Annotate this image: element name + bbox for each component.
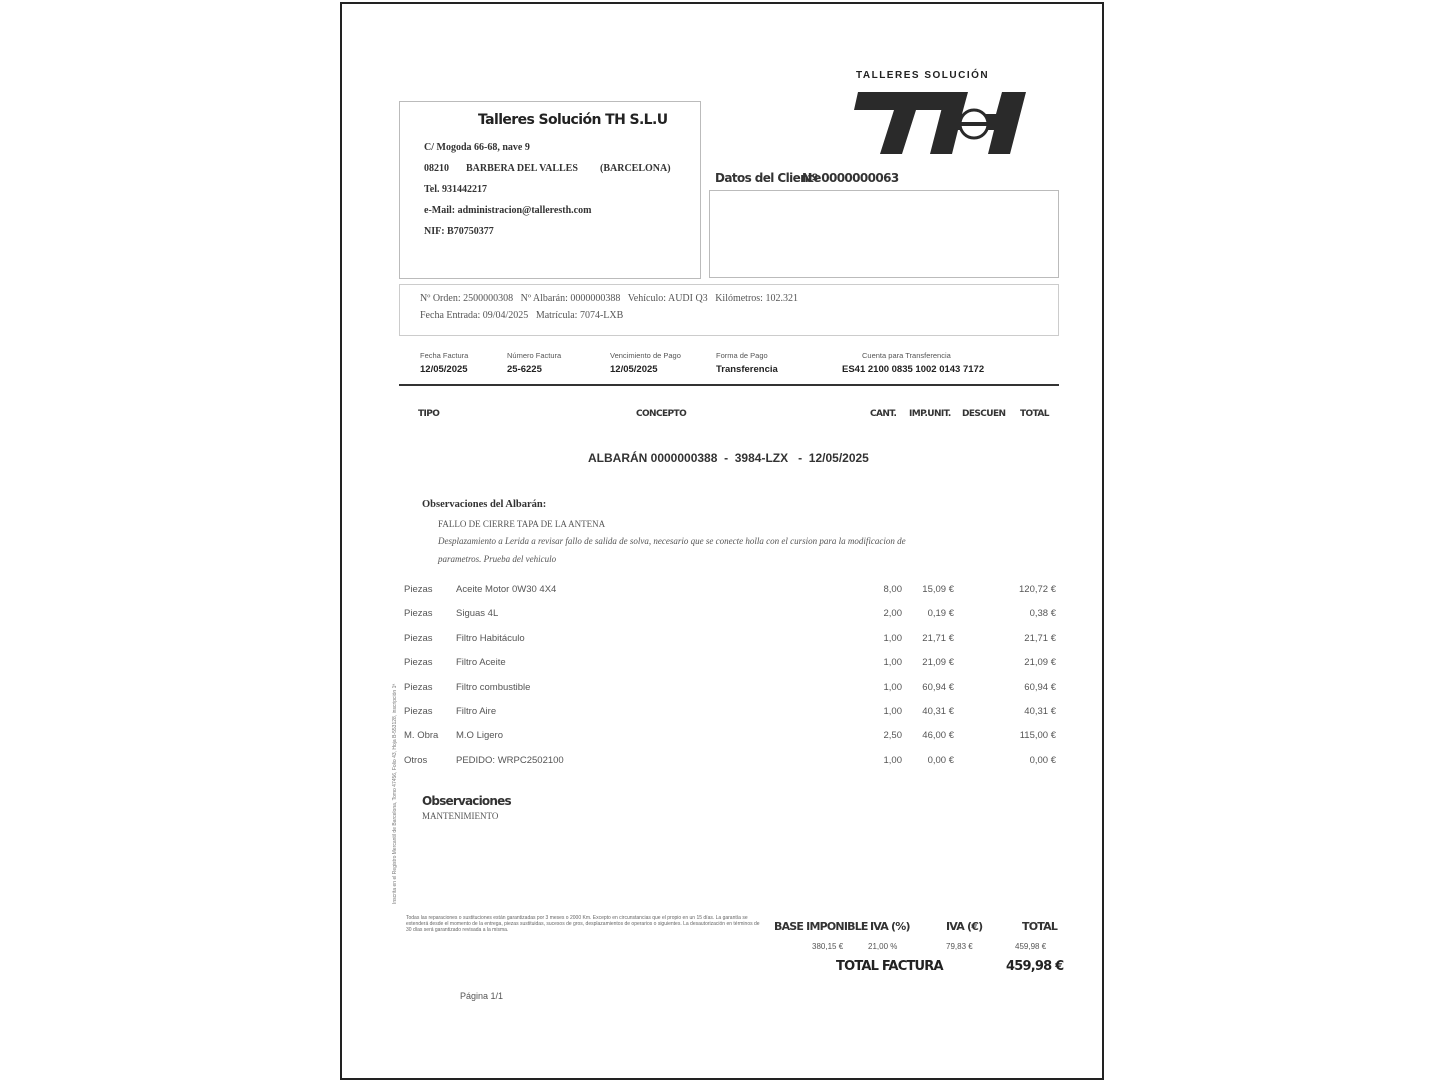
vehicle-label: Vehículo: (627, 293, 667, 304)
albaran-notes-line: Desplazamiento a Lerida a revisar fallo de salida de solva, necesario que se conecte holla con el cursion para la modificacion de (438, 536, 906, 546)
company-address: C/ Mogoda 66-68, nave 9 (424, 142, 530, 153)
iva-label: IVA (€) (946, 920, 983, 933)
order-number: 2500000308 (463, 293, 514, 304)
item-concepto: Filtro Habitáculo (456, 633, 525, 644)
col-total: TOTAL (1020, 409, 1049, 419)
item-cant: 1,00 (883, 657, 902, 668)
km-value: 102.321 (765, 293, 798, 304)
albaran-line (588, 451, 869, 465)
item-imp: 60,94 € (922, 682, 954, 693)
base-value: 380,15 € (812, 942, 844, 951)
albaran-sep: - (798, 451, 803, 465)
entry-date-label: Fecha Entrada: (420, 310, 481, 321)
company-phone: Tel. 931442217 (424, 184, 487, 195)
meta-label: Vencimiento de Pago (610, 351, 681, 360)
albaran-notes-line: FALLO DE CIERRE TAPA DE LA ANTENA (438, 519, 606, 529)
albaran-number-label: Nº Albarán: (520, 293, 568, 304)
item-cant: 1,00 (883, 682, 902, 693)
invoice-total-label: TOTAL FACTURA (836, 959, 943, 974)
albaran-notes-line: parametros. Prueba del vehiculo (438, 554, 557, 564)
albaran-plate: 3984-LZX (734, 451, 789, 465)
item-total: 60,94 € (1024, 682, 1056, 693)
item-concepto: Filtro Aire (456, 706, 497, 717)
item-total: 120,72 € (1019, 584, 1056, 595)
meta-label: Fecha Factura (420, 351, 469, 360)
item-tipo: Piezas (404, 608, 433, 619)
item-concepto: Siguas 4L (456, 608, 499, 619)
invoice-total-value: 459,98 € (1006, 959, 1064, 974)
plate-value: 7074-LXB (579, 310, 624, 321)
item-cant: 8,00 (883, 584, 902, 595)
meta-value: 12/05/2025 (610, 364, 658, 375)
item-tipo: Piezas (404, 657, 433, 668)
item-cant: 1,00 (883, 755, 902, 766)
base-label: BASE IMPONIBLE (774, 920, 868, 933)
item-tipo: M. Obra (404, 730, 439, 741)
item-concepto: M.O Ligero (456, 730, 503, 741)
item-imp: 0,19 € (927, 608, 954, 619)
client-number: Nº 0000000063 (802, 171, 899, 185)
item-tipo: Piezas (404, 682, 433, 693)
col-imp-unit: IMP.UNIT. (909, 409, 951, 419)
km-label: Kilómetros: (715, 293, 763, 304)
item-tipo: Piezas (404, 706, 433, 717)
item-concepto: Aceite Motor 0W30 4X4 (456, 584, 557, 595)
item-imp: 40,31 € (922, 706, 954, 717)
meta-value: 12/05/2025 (420, 364, 468, 375)
observations-text: MANTENIMIENTO (422, 811, 499, 821)
logo-tagline: TALLERES SOLUCIÓN (856, 70, 990, 81)
terms-fine-print: Todas las reparaciones o sustituciones están garantizadas por 3 meses o 2000 Km. Excepto en circunstancias que el propio en un 15 días. La garantía se extenderá desde el momento de la entrega, piezas sustituidas, sucesos de gros, desplazamientos de operarios o siguientes. La desautorización en términos de 30 días será garantizado revisada a la misma. (406, 915, 760, 933)
client-title: Datos del Cliente (715, 171, 821, 185)
company-province: (BARCELONA) (600, 163, 671, 174)
plate-label: Matrícula: (535, 310, 578, 321)
meta-label: Cuenta para Transferencia (862, 351, 951, 360)
iva-pct-value: 21,00 % (868, 942, 898, 951)
company-nif: NIF: B70750377 (424, 226, 494, 237)
item-tipo: Piezas (404, 584, 433, 595)
col-cant: CANT. (870, 409, 897, 419)
albaran-label: ALBARÁN 0000000388 (588, 451, 718, 465)
item-concepto: PEDIDO: WRPC2502100 (456, 755, 564, 766)
item-imp: 46,00 € (922, 730, 954, 741)
item-total: 21,09 € (1024, 657, 1056, 668)
albaran-date: 12/05/2025 (808, 451, 869, 465)
col-tipo: TIPO (418, 409, 440, 419)
company-city: BARBERA DEL VALLES (466, 163, 578, 174)
item-imp: 21,09 € (922, 657, 954, 668)
item-cant: 2,50 (883, 730, 902, 741)
item-total: 21,71 € (1024, 633, 1056, 644)
iva-pct-label: IVA (%) (870, 920, 910, 933)
iva-value: 79,83 € (946, 942, 973, 951)
page-number: Página 1/1 (460, 991, 504, 1001)
albaran-number: 0000000388 (570, 293, 621, 304)
invoice-page (340, 2, 1104, 1080)
observations-title: Observaciones (422, 794, 511, 808)
item-concepto: Filtro combustible (456, 682, 531, 693)
item-cant: 1,00 (883, 706, 902, 717)
item-imp: 21,71 € (922, 633, 954, 644)
order-row-1 (420, 293, 798, 304)
company-postal: 08210 (424, 163, 449, 174)
order-number-label: Nº Orden: (420, 293, 461, 304)
albaran-sep: - (724, 451, 729, 465)
client-info-box (709, 190, 1059, 278)
item-total: 0,00 € (1029, 755, 1056, 766)
item-imp: 15,09 € (922, 584, 954, 595)
company-name: Talleres Solución TH S.L.U (478, 112, 668, 128)
item-cant: 2,00 (883, 608, 902, 619)
item-cant: 1,00 (883, 633, 902, 644)
item-imp: 0,00 € (927, 755, 954, 766)
meta-value: 25-6225 (507, 364, 542, 375)
registry-note: Inscrita en el Registro Mercantil de Barcelona, Tomo 47456, Folio 43, Hoja B-553128, inscripción 1ª (392, 683, 398, 904)
item-concepto: Filtro Aceite (456, 657, 506, 668)
total-label: TOTAL (1022, 920, 1058, 933)
meta-label: Forma de Pago (716, 351, 768, 360)
meta-value: ES41 2100 0835 1002 0143 7172 (842, 364, 985, 375)
col-concepto: CONCEPTO (636, 409, 687, 419)
albaran-notes-title: Observaciones del Albarán: (422, 499, 547, 510)
meta-value: Transferencia (716, 364, 778, 375)
entry-date: 09/04/2025 (482, 310, 529, 321)
company-logo (850, 88, 1036, 160)
vehicle-value: AUDI Q3 (667, 293, 708, 304)
meta-label: Número Factura (507, 351, 562, 360)
item-total: 0,38 € (1029, 608, 1056, 619)
col-descuento: DESCUEN (962, 409, 1006, 419)
item-tipo: Otros (404, 755, 428, 766)
header-divider (399, 384, 1059, 386)
company-email: e-Mail: administracion@talleresth.com (424, 205, 592, 216)
item-total: 40,31 € (1024, 706, 1056, 717)
item-total: 115,00 € (1019, 730, 1056, 741)
total-value: 459,98 € (1015, 942, 1047, 951)
item-tipo: Piezas (404, 633, 433, 644)
order-row-2 (420, 310, 623, 321)
